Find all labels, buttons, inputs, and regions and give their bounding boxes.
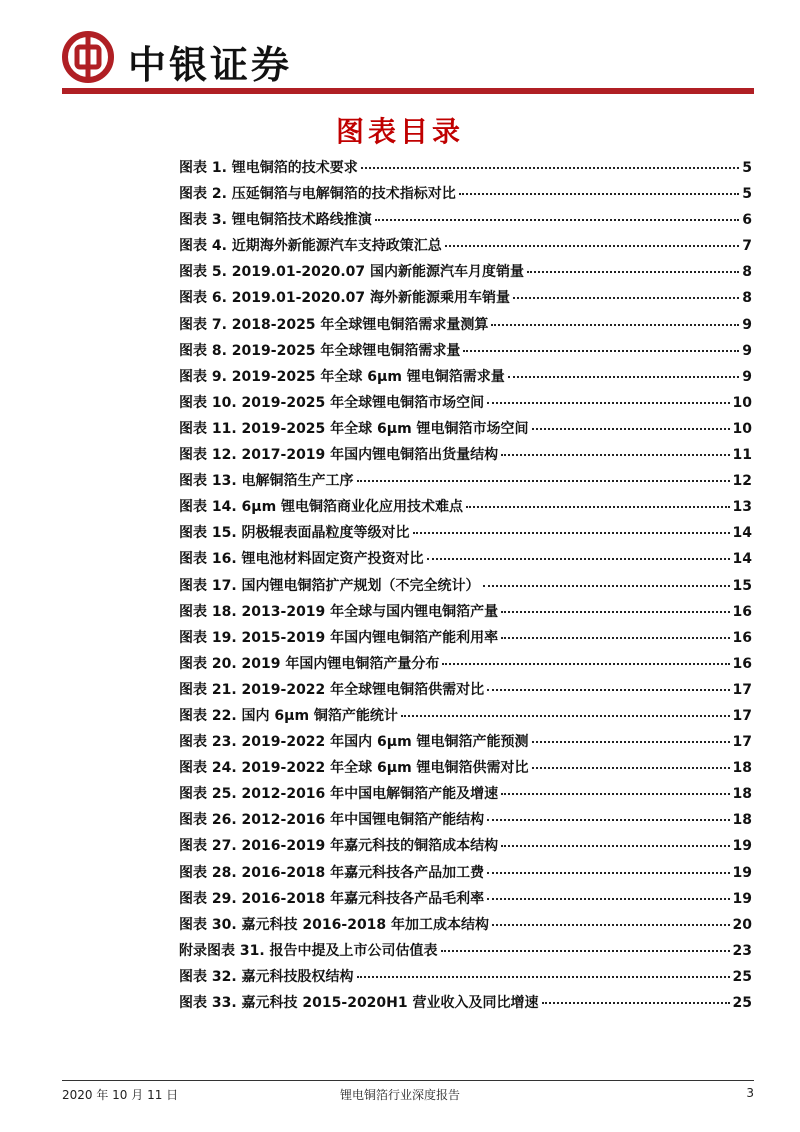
page-title: 图表目录 — [335, 115, 464, 148]
toc-entry-label: 图表 5. 2019.01-2020.07 国内新能源汽车月度销量 — [179, 264, 525, 281]
toc-entry[interactable] — [179, 209, 752, 235]
brand-name: 中银证券 — [128, 43, 293, 87]
toc-entry[interactable] — [179, 235, 752, 261]
footer-divider — [62, 1080, 754, 1081]
toc-entry-page: 17 — [732, 681, 752, 698]
toc-entry-page: 14 — [732, 525, 752, 542]
toc-entry-label: 图表 30. 嘉元科技 2016-2018 年加工成本结构 — [179, 916, 490, 933]
toc-entry-page: 13 — [732, 499, 752, 516]
toc-entry-page: 5 — [742, 186, 752, 203]
footer-date: 2020 年 10 月 11 日 — [62, 1088, 179, 1102]
toc-entry-label: 图表 26. 2012-2016 年中国锂电铜箔产能结构 — [179, 812, 485, 829]
toc-entry[interactable] — [179, 444, 752, 470]
toc-leader-dots — [492, 923, 729, 926]
toc-entry-page: 25 — [732, 968, 752, 985]
toc-leader-dots — [501, 610, 729, 613]
toc-entry[interactable] — [179, 914, 752, 940]
toc-entry-page: 18 — [732, 760, 752, 777]
footer-page-number: 3 — [746, 1086, 754, 1100]
toc-entry-page: 9 — [742, 316, 752, 333]
header-divider — [62, 88, 754, 94]
toc-entry-label: 图表 32. 嘉元科技股权结构 — [179, 968, 354, 985]
toc-leader-dots — [501, 636, 729, 639]
toc-entry-page: 9 — [742, 342, 752, 359]
toc-entry-page: 6 — [742, 212, 752, 229]
toc-entry-label: 图表 16. 锂电池材料固定资产投资对比 — [179, 551, 424, 568]
toc-entry-label: 图表 27. 2016-2019 年嘉元科技的铜箔成本结构 — [179, 838, 499, 855]
toc-entry[interactable] — [179, 940, 752, 966]
toc-entry-page: 11 — [732, 447, 752, 464]
toc-entry-label: 图表 14. 6μm 锂电铜箔商业化应用技术难点 — [179, 499, 464, 516]
toc-entry-label: 图表 18. 2013-2019 年全球与国内锂电铜箔产量 — [179, 603, 499, 620]
toc-entry-label: 图表 15. 阴极辊表面晶粒度等级对比 — [179, 525, 410, 542]
toc-leader-dots — [527, 270, 739, 273]
toc-entry-page: 19 — [732, 864, 752, 881]
toc-entry-page: 19 — [732, 838, 752, 855]
toc-entry[interactable] — [179, 496, 752, 522]
toc-entry[interactable] — [179, 575, 752, 601]
toc-entry[interactable] — [179, 627, 752, 653]
toc-entry[interactable] — [179, 314, 752, 340]
toc-entry[interactable] — [179, 705, 752, 731]
toc-entry-page: 5 — [742, 160, 752, 176]
toc-entry-page: 16 — [732, 603, 752, 620]
toc-entry-page: 19 — [732, 890, 752, 907]
report-header — [62, 28, 762, 88]
toc-entry-label: 图表 4. 近期海外新能源汽车支持政策汇总 — [179, 238, 442, 255]
toc-entry-page: 8 — [742, 264, 752, 281]
toc-leader-dots — [501, 792, 729, 795]
toc-leader-dots — [513, 296, 739, 299]
toc-entry-page: 17 — [732, 707, 752, 724]
toc-leader-dots — [487, 818, 729, 821]
toc-leader-dots — [445, 244, 739, 247]
toc-leader-dots — [501, 844, 729, 847]
toc-entry-page: 18 — [732, 812, 752, 829]
toc-entry-label: 图表 22. 国内 6μm 铜箔产能统计 — [179, 707, 398, 724]
toc-leader-dots — [487, 897, 729, 900]
toc-leader-dots — [508, 375, 739, 378]
toc-entry-label: 图表 25. 2012-2016 年中国电解铜箔产能及增速 — [179, 786, 499, 803]
toc-entry-label: 图表 33. 嘉元科技 2015-2020H1 营业收入及同比增速 — [179, 995, 539, 1011]
toc-entry[interactable] — [179, 366, 752, 392]
toc-leader-dots — [401, 714, 730, 717]
footer-report-title: 锂电铜箔行业深度报告 — [339, 1088, 460, 1102]
toc-entry-page: 9 — [742, 368, 752, 385]
toc-leader-dots — [361, 166, 739, 169]
toc-entry-label: 图表 17. 国内锂电铜箔扩产规划（不完全统计） — [179, 577, 480, 594]
toc-entry-page: 23 — [732, 942, 752, 959]
toc-entry-page: 15 — [732, 577, 752, 594]
toc-entry-page: 20 — [732, 916, 752, 933]
toc-entry-label: 图表 23. 2019-2022 年国内 6μm 锂电铜箔产能预测 — [179, 734, 529, 751]
toc-entry[interactable] — [179, 287, 752, 313]
toc-entry-page: 17 — [732, 734, 752, 751]
toc-entry-label: 图表 1. 锂电铜箔的技术要求 — [179, 160, 358, 176]
toc-entry-page: 10 — [732, 420, 752, 437]
toc-entry-label: 图表 28. 2016-2018 年嘉元科技各产品加工费 — [179, 864, 485, 881]
toc-entry-label: 图表 24. 2019-2022 年全球 6μm 锂电铜箔供需对比 — [179, 760, 529, 777]
toc-leader-dots — [427, 557, 730, 560]
toc-entry[interactable] — [179, 548, 752, 574]
toc-entry-page: 18 — [732, 786, 752, 803]
toc-leader-dots — [466, 505, 729, 508]
toc-leader-dots — [532, 766, 730, 769]
toc-entry[interactable] — [179, 522, 752, 548]
toc-leader-dots — [413, 531, 730, 534]
toc-entry-label: 图表 8. 2019-2025 年全球锂电铜箔需求量 — [179, 342, 461, 359]
toc-entry-page: 7 — [742, 238, 752, 255]
toc-entry[interactable] — [179, 835, 752, 861]
toc-entry[interactable] — [179, 261, 752, 287]
toc-entry[interactable] — [179, 888, 752, 914]
toc-entry-label: 图表 19. 2015-2019 年国内锂电铜箔产能利用率 — [179, 629, 499, 646]
toc-entry-label: 图表 7. 2018-2025 年全球锂电铜箔需求量测算 — [179, 316, 489, 333]
toc-entry[interactable] — [179, 601, 752, 627]
toc-entry[interactable] — [179, 992, 752, 1018]
toc-entry[interactable] — [179, 340, 752, 366]
toc-entry-page: 12 — [732, 473, 752, 490]
toc-entry-page: 25 — [732, 995, 752, 1011]
toc-entry-label: 图表 10. 2019-2025 年全球锂电铜箔市场空间 — [179, 394, 485, 411]
toc-leader-dots — [532, 740, 730, 743]
toc-leader-dots — [542, 1001, 730, 1004]
toc-entry[interactable] — [179, 418, 752, 444]
toc-entry[interactable] — [179, 783, 752, 809]
toc-entry-label: 图表 20. 2019 年国内锂电铜箔产量分布 — [179, 655, 440, 672]
toc-leader-dots — [487, 401, 729, 404]
toc-entry-page: 10 — [732, 394, 752, 411]
bank-of-china-logo-icon — [62, 31, 114, 83]
toc-entry-page: 16 — [732, 655, 752, 672]
toc-entry[interactable] — [179, 966, 752, 992]
toc-entry-page: 8 — [742, 290, 752, 307]
toc-entry[interactable] — [179, 757, 752, 783]
toc-entry-page: 14 — [732, 551, 752, 568]
toc-entry-label: 图表 3. 锂电铜箔技术路线推演 — [179, 212, 372, 229]
toc-entry-label: 图表 21. 2019-2022 年全球锂电铜箔供需对比 — [179, 681, 485, 698]
toc-leader-dots — [532, 427, 730, 430]
toc-entry-label: 图表 29. 2016-2018 年嘉元科技各产品毛利率 — [179, 890, 485, 907]
toc-leader-dots — [442, 662, 729, 665]
toc-leader-dots — [487, 871, 729, 874]
toc-entry[interactable] — [179, 679, 752, 705]
toc-entry[interactable] — [179, 157, 752, 183]
toc-entry[interactable] — [179, 731, 752, 757]
toc-leader-dots — [441, 949, 730, 952]
toc-leader-dots — [357, 479, 730, 482]
toc-entry-label: 图表 9. 2019-2025 年全球 6μm 锂电铜箔需求量 — [179, 368, 505, 385]
toc-leader-dots — [463, 349, 739, 352]
toc-leader-dots — [501, 453, 729, 456]
toc-leader-dots — [487, 688, 729, 691]
toc-entry[interactable] — [179, 392, 752, 418]
table-of-contents — [179, 157, 752, 1018]
toc-entry-label: 附录图表 31. 报告中提及上市公司估值表 — [179, 942, 438, 959]
toc-leader-dots — [357, 975, 730, 978]
toc-leader-dots — [375, 218, 739, 221]
toc-entry-label: 图表 6. 2019.01-2020.07 海外新能源乘用车销量 — [179, 290, 511, 307]
toc-entry[interactable] — [179, 470, 752, 496]
toc-entry[interactable] — [179, 809, 752, 835]
toc-entry[interactable] — [179, 653, 752, 679]
toc-entry-label: 图表 12. 2017-2019 年国内锂电铜箔出货量结构 — [179, 447, 499, 464]
toc-leader-dots — [459, 192, 739, 195]
toc-entry-page: 16 — [732, 629, 752, 646]
toc-leader-dots — [491, 323, 739, 326]
toc-entry[interactable] — [179, 862, 752, 888]
toc-entry-label: 图表 13. 电解铜箔生产工序 — [179, 473, 354, 490]
toc-leader-dots — [483, 584, 730, 587]
toc-entry-label: 图表 11. 2019-2025 年全球 6μm 锂电铜箔市场空间 — [179, 420, 529, 437]
toc-entry[interactable] — [179, 183, 752, 209]
toc-entry-label: 图表 2. 压延铜箔与电解铜箔的技术指标对比 — [179, 186, 456, 203]
